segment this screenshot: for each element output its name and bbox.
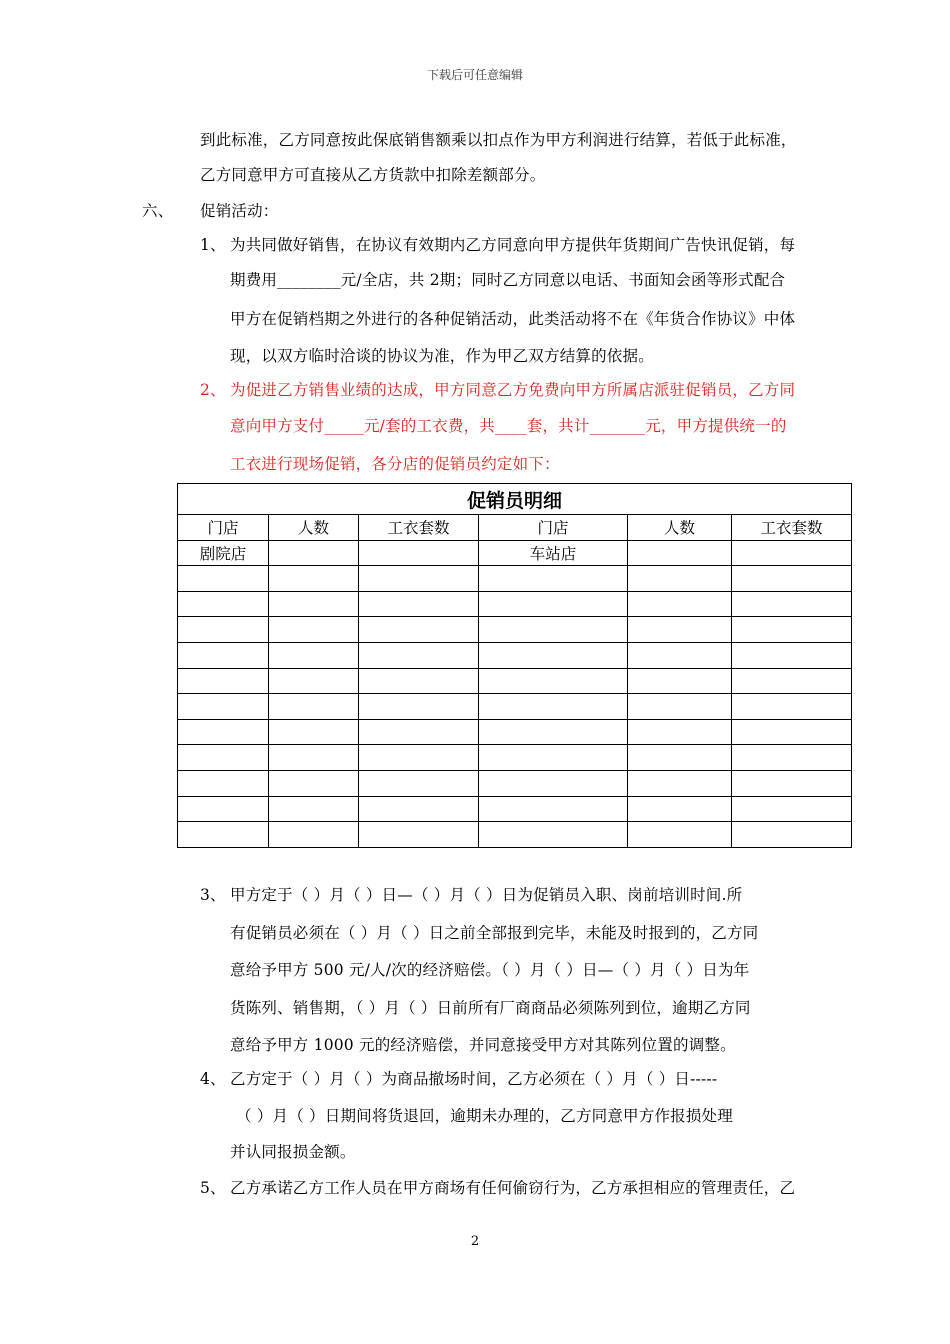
table-row xyxy=(178,719,852,745)
table-cell xyxy=(359,540,479,566)
paragraph-line: 期费用________元/全店，共 2期；同时乙方同意以电话、书面知会函等形式配合 xyxy=(230,271,786,289)
table-row xyxy=(178,617,852,643)
table-cell xyxy=(628,617,732,643)
table-cell xyxy=(732,668,852,694)
table-cell xyxy=(269,617,359,643)
table-cell xyxy=(479,566,628,592)
table-cell xyxy=(359,745,479,771)
table-cell xyxy=(178,796,269,822)
item-number: 5、 xyxy=(200,1179,226,1197)
table-title: 促销员明细 xyxy=(178,484,852,515)
table-row xyxy=(178,668,852,694)
paragraph-line: 甲方在促销档期之外进行的各种促销活动，此类活动将不在《年货合作协议》中体 xyxy=(230,310,796,328)
paragraph-line: 工衣进行现场促销，各分店的促销员约定如下： xyxy=(230,455,560,473)
table-row xyxy=(178,591,852,617)
table-cell xyxy=(178,591,269,617)
column-header: 门店 xyxy=(479,515,628,541)
item-number: 3、 xyxy=(200,886,226,904)
table-cell xyxy=(359,694,479,720)
table-cell xyxy=(178,822,269,848)
table-cell xyxy=(269,796,359,822)
table-cell xyxy=(178,668,269,694)
table-cell xyxy=(178,642,269,668)
table-cell xyxy=(359,617,479,643)
table-cell xyxy=(479,591,628,617)
table-cell xyxy=(269,694,359,720)
paragraph-line: 为促进乙方销售业绩的达成，甲方同意乙方免费向甲方所属店派驻促销员，乙方同 xyxy=(230,381,796,399)
table-cell xyxy=(479,694,628,720)
table-cell xyxy=(628,668,732,694)
paragraph-line: 为共同做好销售，在协议有效期内乙方同意向甲方提供年货期间广告快讯促销，每 xyxy=(230,236,796,254)
paragraph-line: （ ）月（ ）日期间将货退回，逾期未办理的，乙方同意甲方作报损处理 xyxy=(236,1107,733,1125)
table-cell xyxy=(269,642,359,668)
table-cell xyxy=(359,770,479,796)
table-cell xyxy=(479,617,628,643)
paragraph-line: 甲方定于（ ）月（ ）日—（ ）月（ ）日为促销员入职、岗前培训时间.所 xyxy=(230,886,743,904)
table-cell xyxy=(269,745,359,771)
paragraph-line: 意给予甲方 500 元/人/次的经济赔偿。（ ）月（ ）日—（ ）月（ ）日为年 xyxy=(230,961,750,979)
table-row xyxy=(178,694,852,720)
table-cell xyxy=(479,770,628,796)
table-cell xyxy=(732,591,852,617)
paragraph-line: 现，以双方临时洽谈的协议为准，作为甲乙双方结算的依据。 xyxy=(230,347,654,365)
table-cell xyxy=(628,719,732,745)
table-cell xyxy=(178,719,269,745)
paragraph-line: 货陈列、销售期，（ ）月（ ）日前所有厂商商品必须陈列到位，逾期乙方同 xyxy=(230,999,751,1017)
table-cell xyxy=(269,591,359,617)
column-header: 工衣套数 xyxy=(359,515,479,541)
table-cell xyxy=(269,822,359,848)
table-cell xyxy=(628,591,732,617)
table-cell xyxy=(479,796,628,822)
table-cell xyxy=(359,796,479,822)
column-header: 工衣套数 xyxy=(732,515,852,541)
table-cell: 剧院店 xyxy=(178,540,269,566)
page-number: 2 xyxy=(470,1234,480,1249)
table-cell xyxy=(269,566,359,592)
table-cell xyxy=(628,822,732,848)
paragraph-line: 有促销员必须在（ ）月（ ）日之前全部报到完毕，未能及时报到的，乙方同 xyxy=(230,924,759,942)
section-title: 促销活动： xyxy=(200,202,279,220)
table-cell xyxy=(732,540,852,566)
table-cell xyxy=(732,822,852,848)
table-cell xyxy=(178,566,269,592)
table-cell: 车站店 xyxy=(479,540,628,566)
item-number: 4、 xyxy=(200,1070,226,1088)
table-cell xyxy=(178,745,269,771)
table-cell xyxy=(359,719,479,745)
item-number: 2、 xyxy=(200,381,226,399)
paragraph-line: 乙方承诺乙方工作人员在甲方商场有任何偷窃行为，乙方承担相应的管理责任，乙 xyxy=(230,1179,796,1197)
table-cell xyxy=(628,796,732,822)
column-header: 人数 xyxy=(269,515,359,541)
table-row xyxy=(178,642,852,668)
item-number: 1、 xyxy=(200,236,226,254)
table-cell xyxy=(732,770,852,796)
table-cell xyxy=(269,770,359,796)
table-cell xyxy=(479,668,628,694)
table-cell xyxy=(359,668,479,694)
table-cell xyxy=(732,566,852,592)
table-row xyxy=(178,822,852,848)
table-cell xyxy=(359,642,479,668)
table-cell xyxy=(269,668,359,694)
table-cell xyxy=(479,642,628,668)
table-cell xyxy=(732,617,852,643)
table-cell xyxy=(628,566,732,592)
table-cell xyxy=(359,822,479,848)
table-row xyxy=(178,796,852,822)
table-cell xyxy=(178,770,269,796)
table-cell xyxy=(628,540,732,566)
table-cell xyxy=(269,719,359,745)
table-row xyxy=(178,540,852,566)
table-cell xyxy=(628,745,732,771)
table-cell xyxy=(178,617,269,643)
section-number: 六、 xyxy=(142,202,174,220)
table-cell xyxy=(732,694,852,720)
column-header: 人数 xyxy=(628,515,732,541)
table-cell xyxy=(732,745,852,771)
table-cell xyxy=(479,822,628,848)
table-cell xyxy=(732,642,852,668)
table-cell xyxy=(479,745,628,771)
table-cell xyxy=(479,719,628,745)
table-cell xyxy=(628,694,732,720)
paragraph-line: 乙方同意甲方可直接从乙方货款中扣除差额部分。 xyxy=(200,166,546,184)
paragraph-line: 意向甲方支付_____元/套的工衣费，共____套，共计_______元，甲方提供统一的 xyxy=(230,417,787,435)
table-cell xyxy=(269,540,359,566)
paragraph-line: 并认同报损金额。 xyxy=(230,1143,356,1161)
table-cell xyxy=(628,642,732,668)
table-cell xyxy=(732,796,852,822)
column-header: 门店 xyxy=(178,515,269,541)
paragraph-line: 乙方定于（ ）月（ ）为商品撤场时间，乙方必须在（ ）月（ ）日----- xyxy=(230,1070,718,1088)
table-row xyxy=(178,566,852,592)
paragraph-line: 意给予甲方 1000 元的经济赔偿，并同意接受甲方对其陈列位置的调整。 xyxy=(230,1036,736,1054)
table-cell xyxy=(732,719,852,745)
table-row xyxy=(178,770,852,796)
table-cell xyxy=(359,591,479,617)
page-header: 下载后可任意编辑 xyxy=(426,68,523,82)
table-cell xyxy=(178,694,269,720)
paragraph-line: 到此标准，乙方同意按此保底销售额乘以扣点作为甲方利润进行结算，若低于此标准， xyxy=(200,131,797,149)
table-cell xyxy=(628,770,732,796)
table-cell xyxy=(359,566,479,592)
table-row xyxy=(178,745,852,771)
promoter-table xyxy=(177,483,851,847)
